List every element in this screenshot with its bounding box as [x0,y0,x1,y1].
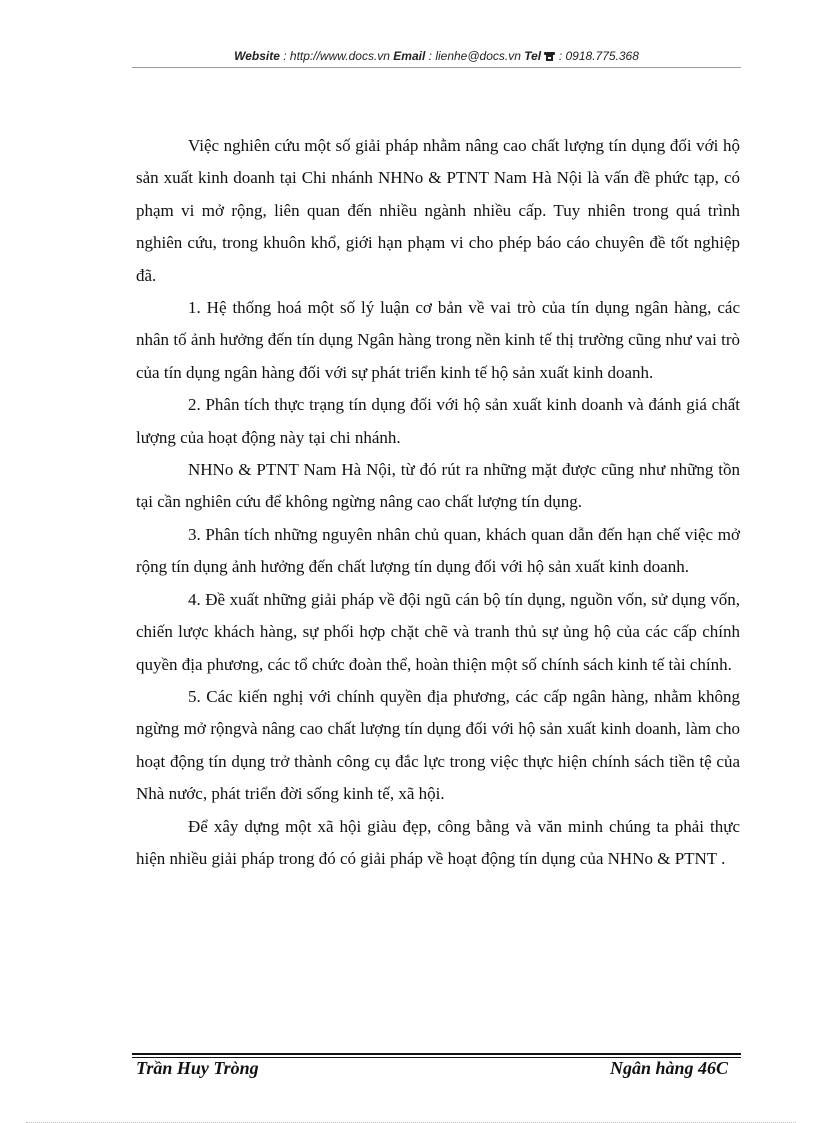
document-body [136,130,740,875]
paragraph: 1. Hệ thống hoá một số lý luận cơ bản về vai trò của tín dụng ngân hàng, các nhân tố ảnh hưởng đến tín dụng Ngân hàng trong nền kinh tế thị trường cũng như vai trò của tín dụng ngân hàng đối với sự phát triển kinh tế hộ sản xuất kinh doanh. [136,298,740,382]
paragraph: Để xây dựng một xã hội giàu đẹp, công bằng và văn minh chúng ta phải thực hiện nhiều giải pháp trong đó có giải pháp về hoạt động tín dụng của NHNo & PTNT . [136,816,740,868]
paragraph: 2. Phân tích thực trạng tín dụng đối với hộ sản xuất kinh doanh và đánh giá chất lượng của hoạt động này tại chi nhánh. [136,395,740,447]
website-value: : http://www.docs.vn [283,49,390,63]
page-header [132,47,741,68]
tel-value: : 0918.775.368 [558,49,639,63]
tel-label: Tel [524,49,542,63]
paragraph: 4. Đề xuất những giải pháp về đội ngũ cán bộ tín dụng, nguồn vốn, sử dụng vốn, chiến lược khách hàng, sự phối hợp chặt chẽ và tranh thủ sự ủng hộ của các cấp chính quyền địa phương, các tổ chức đoàn thể, hoàn thiện một số chính sách kinh tế tài chính. [136,589,740,674]
page-footer [136,1056,740,1078]
phone-icon [544,52,555,61]
paragraph: 3. Phân tích những nguyên nhân chủ quan, khách quan dẫn đến hạn chế việc mở rộng tín dụng ảnh hưởng đến chất lượng tín dụng đối với hộ sản xuất kinh doanh. [136,524,740,577]
paragraph: 5. Các kiến nghị với chính quyền địa phương, các cấp ngân hàng, nhằm không ngừng mở rộngvà nâng cao chất lượng tín dụng đối với hộ sản xuất kinh doanh, làm cho hoạt động tín dụng trở thành công cụ đắc lực trong việc thực hiện chính sách tiền tệ của Nhà nước, phát triển đời sống kinh tế, xã hội. [136,686,740,804]
email-label: Email [393,49,426,63]
paragraph: NHNo & PTNT Nam Hà Nội, từ đó rút ra những mặt được cũng như những tồn tại cần nghiên cứu để không ngừng nâng cao chất lượng tín dụng. [136,460,740,512]
paragraph: Việc nghiên cứu một số giải pháp nhằm nâng cao chất lượng tín dụng đối với hộ sản xuất kinh doanh tại Chi nhánh NHNo & PTNT Nam Hà Nội là vấn đề phức tạp, có phạm vi mở rộng, liên quan đến nhiều ngành nhiều cấp. Tuy nhiên trong quá trình nghiên cứu, trong khuôn khổ, giới hạn phạm vi cho phép báo cáo chuyên đề tốt nghiệp đã. [136,136,740,285]
footer-divider [132,1053,741,1055]
footer-author: Trần Huy Tròng [136,1058,259,1078]
website-label: Website [234,49,280,63]
email-value: : lienhe@docs.vn [428,49,521,63]
footer-class: Ngân hàng 46C [609,1058,728,1078]
